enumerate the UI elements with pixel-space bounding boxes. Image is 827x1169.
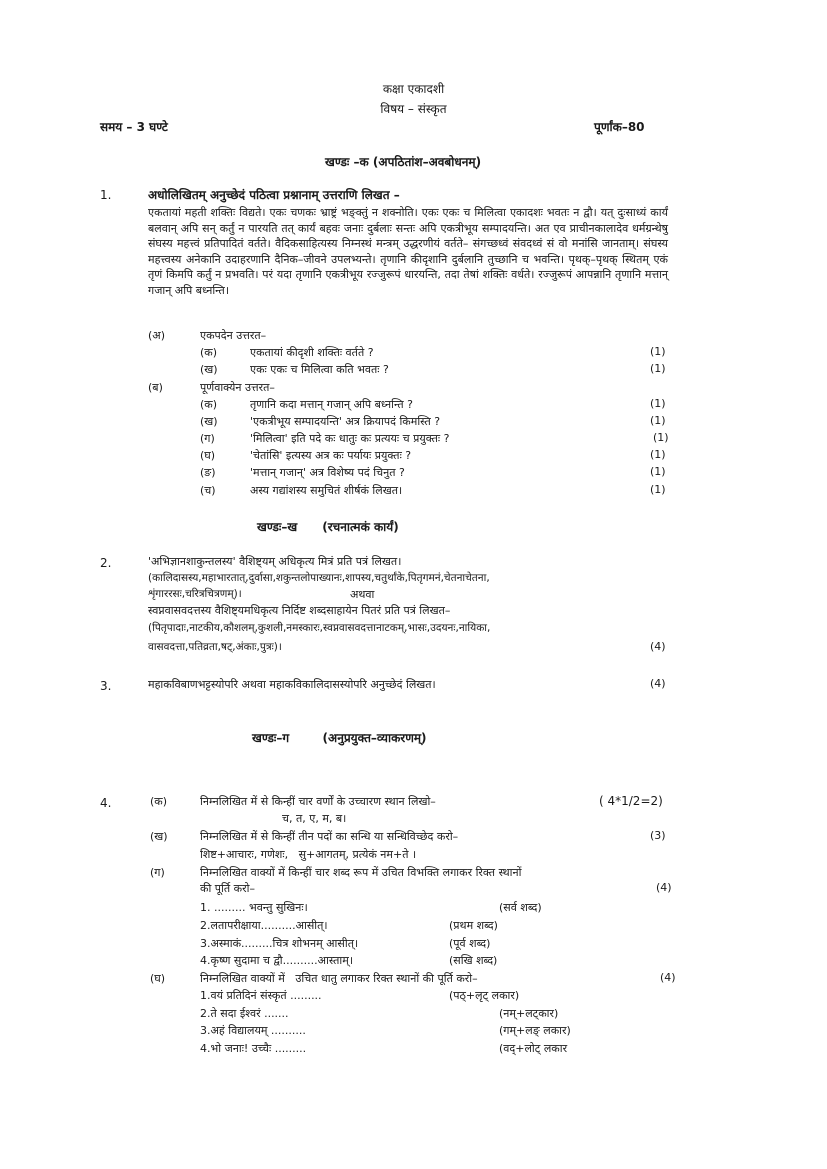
q1-b-item-label: (क): [200, 398, 218, 411]
q1-b-item-text: तृणानि कदा मत्तान् गजान् अपि बध्नन्ति ?: [250, 398, 413, 411]
q1-part-a-heading: एकपदेन उत्तरत–: [200, 329, 267, 342]
q1-passage: एकतायां महती शक्तिः विद्यते। एकः चणकः भ्राष्ट्रं भङ्क्तुं न शक्नोति। एकः एकः च मिलित्वा एकादशः भवतः न द्वौ। यत् दुःसाध्यं कार्यं बलवान् अपि सन् कर्तुं न पारयति तत् कार्यं बहवः जनाः दुर्बलाः सन्तः अपि एकत्रीभूय सम्पादयन्ति। अत एव प्राचीनकालादेव धर्मग्रन्थेषु संघस्य महत्त्वं प्रतिपादितं वर्तते। वैदिकसाहित्यस्य निम्नस्थं मन्त्रम् उद्धरणीयं वर्तते– संगच्छध्वं संवदध्वं सं वो मनांसि जानताम्। संघस्य महत्त्वस्य अनेकानि उदाहरणानि दैनिक–जीवने उपलभ्यन्ते। तृणानि कीदृशानि दुर्बलानि तुच्छानि च भवन्ति। पृथक्–पृथक् स्थितम् एकं तृणं किमपि कर्तुं न प्रभवति। परं यदा तृणानि एकत्रीभूय रज्जुरूपं धारयन्ति, तदा तेषां शक्तिः वर्धते। रज्जुरूपं आपन्नानि तृणानि मत्तान् गजान् अपि बध्नन्ति।: [148, 206, 668, 297]
q4-ga-item: 3.अस्माकं.........चित्र शोभनम् आसीत्।: [200, 937, 359, 950]
q2-marks: (4): [650, 640, 666, 653]
q2-number: 2.: [100, 556, 112, 570]
q4-gha-item-hint: (वद्+लोट् लकार: [499, 1042, 568, 1055]
section-a-title: खण्डः –क (अपठितांश–अवबोधनम्): [325, 155, 482, 169]
q4-gha-item: 2.ते सदा ईश्वरं .......: [200, 1007, 289, 1020]
q4-gha-item-hint: (पठ्+लृट् लकार): [449, 989, 520, 1002]
q4-ga-item: 2.लतापरीक्षाया..........आसीत्।: [200, 919, 328, 932]
q1-b-item-label: (च): [200, 484, 216, 497]
q3-text: महाकविबाणभट्टस्योपरि अथवा महाकविकालिदासस्योपरि अनुच्छेदं लिखत।: [148, 678, 436, 691]
q1-b-item-label: (ङ): [200, 466, 216, 479]
q1-b-item-text: 'मिलित्वा' इति पदे कः धातुः कः प्रत्ययः च प्रयुक्तः ?: [250, 432, 450, 445]
q4-ga-marks: (4): [656, 881, 672, 894]
q4-ga-item-hint: (सखि शब्द): [449, 954, 498, 967]
q4-gha-item: 1.वयं प्रतिदिनं संस्कृतं .........: [200, 989, 322, 1002]
q4-gha-label: (घ): [150, 972, 166, 985]
q4-ka-sub: च, त, ए, म, ब।: [282, 812, 347, 825]
class-title: कक्षा एकादशी: [382, 82, 445, 96]
q4-ka-marks: ( 4*1/2=2): [599, 794, 663, 808]
q2-alt-line: (पितृपादाः,नाटकीय,कौशलम्,कुशली,नमस्कारः,स्वप्नवासवदत्तानाटकम्,भासः,उदयनः,नायिका,: [148, 622, 491, 634]
q4-kha-sub: शिष्ट+आचारः, गणेशः, सु+आगतम्, प्रत्येकं नम+ते ।: [200, 848, 417, 861]
q4-gha-item: 4.भो जनाः! उच्चैः .........: [200, 1042, 307, 1055]
q4-ka-text: निम्नलिखित में से किन्हीं चार वर्णों के उच्चारण स्थान लिखो–: [200, 795, 436, 808]
q1-b-item-marks: (1): [650, 448, 666, 461]
section-c-title: खण्डः–ग (अनुप्रयुक्त–व्याकरणम्): [252, 731, 427, 745]
q4-ga-item: 1. ......... भवन्तु सुखिनः।: [200, 901, 308, 914]
q1-b-item-label: (ग): [200, 432, 215, 445]
q1-b-item-marks: (1): [650, 414, 666, 427]
q4-ga-item-hint: (पूर्व शब्द): [449, 937, 491, 950]
q2-line: (कालिदासस्य,महाभारतात्,दुर्वासा,शकुन्तलोपाख्यानः,शापस्य,चतुर्थांके,पितृगमनं,चेतनाचेतना,: [148, 572, 490, 584]
q1-b-item-marks: (1): [650, 397, 666, 410]
q1-b-item-text: 'मत्तान् गजान्' अत्र विशेष्य पदं चिनुत ?: [250, 466, 405, 479]
q1-a-ka-marks: (1): [650, 345, 666, 358]
q2-alt-line: स्वप्नवासवदत्तस्य वैशिष्ट्यमधिकृत्य निर्दिष्ट शब्दसाहायेन पितरं प्रति पत्रं लिखत–: [148, 604, 451, 617]
q4-ga-label: (ग): [150, 866, 165, 879]
q1-b-item-marks: (1): [650, 465, 666, 478]
q1-b-item-label: (घ): [200, 449, 216, 462]
q3-number: 3.: [100, 679, 112, 693]
q4-gha-text: निम्नलिखित वाक्यों में उचित धातु लगाकर रिक्त स्थानों की पूर्ति करो–: [200, 972, 478, 985]
q2-alt-line: वासवदत्ता,पतिव्रता,षट्,अंकाः,पुत्रः)।: [148, 641, 282, 653]
section-b-title: खण्डः–ख (रचनात्मकं कार्यं): [257, 520, 399, 534]
q4-ga-text1: निम्नलिखित वाक्यों में किन्हीं चार शब्द रूप में उचित विभक्ति लगाकर रिक्त स्थानों: [200, 866, 522, 879]
q4-ga-item-hint: (प्रथम शब्द): [449, 919, 498, 932]
q1-b-item-text: 'एकत्रीभूय सम्पादयन्ति' अत्र क्रियापदं किमस्ति ?: [250, 415, 441, 428]
q1-part-b-label: (ब): [148, 381, 163, 394]
q4-kha-label-text: (ख): [150, 830, 168, 843]
q1-b-item-label: (ख): [200, 415, 218, 428]
q4-ga-item-hint: (सर्व शब्द): [499, 901, 542, 914]
q1-b-item-text: 'चेतांसि' इत्यस्य अत्र कः पर्यायः प्रयुक्तः ?: [250, 449, 412, 462]
q1-a-ka-text: एकतायां कीदृशी शक्तिः वर्तते ?: [250, 346, 374, 359]
full-marks-label: पूर्णांक–80: [594, 120, 645, 134]
q4-kha-text: निम्नलिखित में से किन्हीं तीन पदों का सन्धि या सन्धिविच्छेद करो–: [200, 830, 459, 843]
q1-b-item-marks: (1): [650, 483, 666, 496]
q1-b-item-marks: (1): [653, 431, 669, 444]
time-label: समय – 3 घण्टे: [100, 120, 168, 134]
q1-number: 1.: [100, 188, 112, 202]
q4-number: 4.: [100, 796, 112, 810]
q1-a-ka-label: (क): [200, 346, 218, 359]
q2-or: अथवा: [350, 588, 375, 601]
q1-part-b-heading: पूर्णवाक्येन उत्तरत–: [200, 381, 275, 394]
q4-gha-item-hint: (गम्+लङ् लकार): [499, 1024, 571, 1037]
q1-b-item-text: अस्य गद्यांशस्य समुचितं शीर्षकं लिखत।: [250, 484, 403, 497]
q4-ga-item: 4.कृष्ण सुदामा च द्वौ..........आस्ताम्।: [200, 954, 353, 967]
q4-ga-text2: की पूर्ति करो–: [200, 882, 255, 895]
q4-gha-item: 3.अहं विद्यालयम् ..........: [200, 1024, 306, 1037]
q1-part-a-label: (अ): [148, 329, 165, 342]
subject-title: विषय – संस्कृत: [380, 102, 447, 116]
q4-gha-marks: (4): [660, 971, 676, 984]
q3-marks: (4): [650, 677, 666, 690]
q4-ka-label: (क): [150, 795, 168, 808]
q4-gha-item-hint: (नम्+लट्कार): [499, 1007, 559, 1020]
q1-a-kha-marks: (1): [650, 362, 666, 375]
q1-a-kha-label: (ख): [200, 363, 218, 376]
q1-a-kha-text: एकः एकः च मिलित्वा कति भवतः ?: [250, 363, 389, 376]
q1-heading: अधोलिखितम् अनुच्छेदं पठित्वा प्रश्नानाम् उत्तराणि लिखत –: [148, 188, 400, 202]
q2-line: शृंगाररसः,चरित्रचित्रणम्)।: [148, 588, 242, 600]
q2-line: 'अभिज्ञानशाकुन्तलस्य' वैशिष्ट्यम् अधिकृत्य मित्रं प्रति पत्रं लिखत।: [148, 555, 402, 568]
q4-kha-marks: (3): [650, 829, 666, 842]
